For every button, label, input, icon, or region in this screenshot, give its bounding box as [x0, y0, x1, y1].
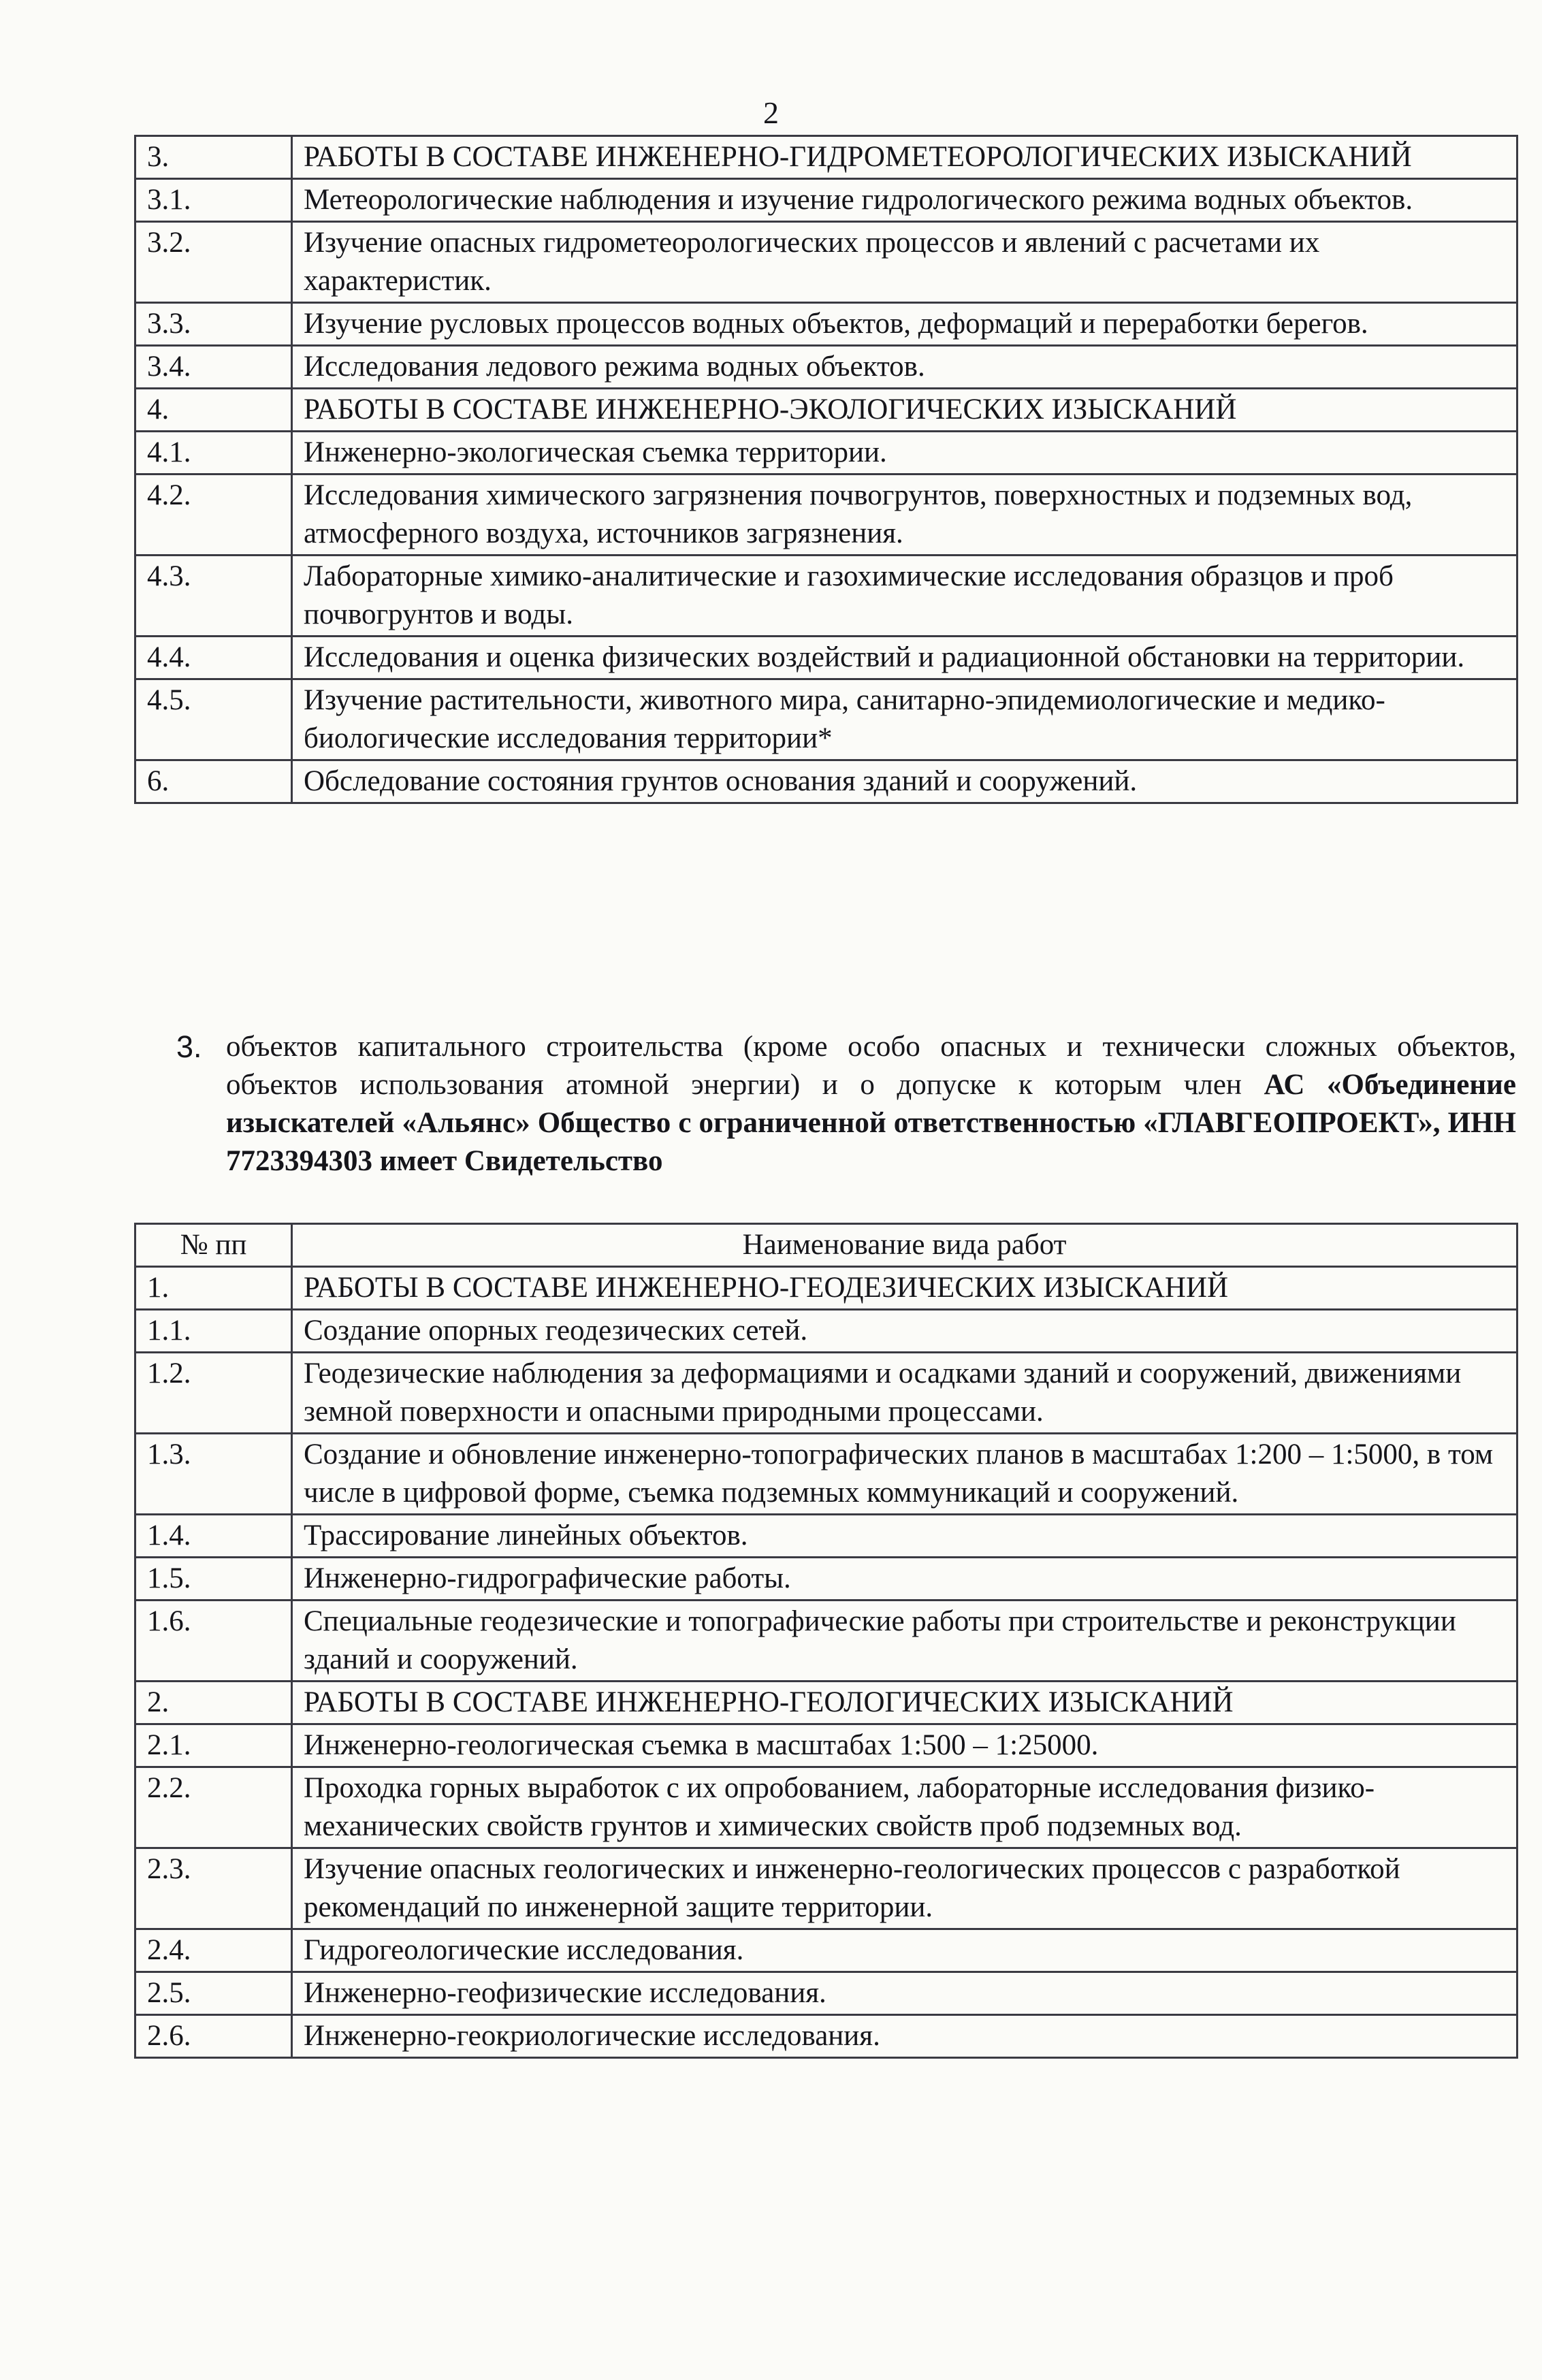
row-work-name: Инженерно-геологическая съемка в масштабах 1:500 – 1:25000. — [292, 1724, 1517, 1767]
table-row — [135, 679, 1517, 760]
row-work-name: Исследования химического загрязнения почвогрунтов, поверхностных и подземных вод, атмосферного воздуха, источников загрязнения. — [292, 475, 1517, 556]
row-number: 4.2. — [135, 475, 292, 556]
row-work-name: Лабораторные химико-аналитические и газохимические исследования образцов и проб почвогрунтов и воды. — [292, 556, 1517, 637]
table-row — [135, 389, 1517, 432]
clause-regular-text: объектов капитального строительства (кроме особо опасных и технически сложных объектов, объектов использования атомной энергии) и о допуске к которым член — [226, 1031, 1516, 1101]
row-work-name: Специальные геодезические и топографические работы при строительстве и реконструкции зданий и сооружений. — [292, 1601, 1517, 1682]
row-number: 3.3. — [135, 303, 292, 346]
row-number: 1.2. — [135, 1353, 292, 1434]
table-row — [135, 1682, 1517, 1724]
table-row — [135, 346, 1517, 389]
table-row — [135, 1353, 1517, 1434]
row-number: 1.1. — [135, 1310, 292, 1353]
row-work-name: РАБОТЫ В СОСТАВЕ ИНЖЕНЕРНО-ЭКОЛОГИЧЕСКИХ ИЗЫСКАНИЙ — [292, 389, 1517, 432]
row-number: 1. — [135, 1267, 292, 1310]
row-work-name: Метеорологические наблюдения и изучение гидрологического режима водных объектов. — [292, 179, 1517, 222]
row-number: 1.6. — [135, 1601, 292, 1682]
table-header — [135, 1224, 1517, 1267]
table-row — [135, 222, 1517, 303]
clause-text — [226, 1028, 1516, 1180]
table-row — [135, 556, 1517, 637]
row-number: 4.3. — [135, 556, 292, 637]
row-work-name: Исследования и оценка физических воздействий и радиационной обстановки на территории. — [292, 637, 1517, 679]
table-row — [135, 136, 1517, 179]
row-work-name: Проходка горных выработок с их опробованием, лабораторные исследования физико-механических свойств грунтов и химических свойств проб подземных вод. — [292, 1767, 1517, 1848]
row-number: 4.5. — [135, 679, 292, 760]
row-number: 2.6. — [135, 2015, 292, 2058]
row-number: 3.4. — [135, 346, 292, 389]
row-work-name: РАБОТЫ В СОСТАВЕ ИНЖЕНЕРНО-ГЕОЛОГИЧЕСКИХ ИЗЫСКАНИЙ — [292, 1682, 1517, 1724]
table-row — [135, 1724, 1517, 1767]
works-table-continued — [134, 135, 1518, 804]
table-row — [135, 1434, 1517, 1515]
row-work-name: Создание и обновление инженерно-топографических планов в масштабах 1:200 – 1:5000, в том числе в цифровой форме, съемка подземных коммуникаций и сооружений. — [292, 1434, 1517, 1515]
table-row — [135, 1515, 1517, 1558]
table-row — [135, 1767, 1517, 1848]
table-body — [135, 1267, 1517, 2058]
table-row — [135, 432, 1517, 475]
column-header-number: № пп — [135, 1224, 292, 1267]
table-row — [135, 1929, 1517, 1972]
row-number: 1.5. — [135, 1558, 292, 1601]
table-body — [135, 136, 1517, 803]
row-number: 6. — [135, 760, 292, 803]
row-work-name: Изучение русловых процессов водных объектов, деформаций и переработки берегов. — [292, 303, 1517, 346]
table-row — [135, 760, 1517, 803]
row-work-name: Изучение опасных геологических и инженерно-геологических процессов с разработкой рекомендаций по инженерной защите территории. — [292, 1848, 1517, 1929]
clause-paragraph — [134, 1028, 1516, 1180]
table-row — [135, 475, 1517, 556]
table-row — [135, 1310, 1517, 1353]
row-number: 4.4. — [135, 637, 292, 679]
row-number: 1.4. — [135, 1515, 292, 1558]
row-number: 4.1. — [135, 432, 292, 475]
row-number: 2.5. — [135, 1972, 292, 2015]
row-work-name: Изучение растительности, животного мира, санитарно-эпидемиологические и медико-биологические исследования территории* — [292, 679, 1517, 760]
column-header-work-name: Наименование вида работ — [292, 1224, 1517, 1267]
row-work-name: Инженерно-экологическая съемка территории. — [292, 432, 1517, 475]
row-number: 2.2. — [135, 1767, 292, 1848]
row-number: 3.2. — [135, 222, 292, 303]
row-work-name: Исследования ледового режима водных объектов. — [292, 346, 1517, 389]
clause-bold-text: АС «Объединение изыскателей «Альянс» Общество с ограниченной ответственностью «ГЛАВГЕОПРОЕКТ», ИНН 7723394303 имеет Свидетельство — [226, 1069, 1516, 1177]
row-number: 4. — [135, 389, 292, 432]
row-work-name: Создание опорных геодезических сетей. — [292, 1310, 1517, 1353]
row-work-name: Инженерно-гидрографические работы. — [292, 1558, 1517, 1601]
row-number: 3. — [135, 136, 292, 179]
row-work-name: Инженерно-геофизические исследования. — [292, 1972, 1517, 2015]
works-table — [134, 1223, 1518, 2059]
table-row — [135, 637, 1517, 679]
row-work-name: Геодезические наблюдения за деформациями и осадками зданий и сооружений, движениями земной поверхности и опасными природными процессами. — [292, 1353, 1517, 1434]
table-row — [135, 179, 1517, 222]
table-header-row — [135, 1224, 1517, 1267]
table-row — [135, 1267, 1517, 1310]
row-number: 2.1. — [135, 1724, 292, 1767]
page-number: 2 — [763, 95, 779, 130]
row-work-name: Гидрогеологические исследования. — [292, 1929, 1517, 1972]
clause-number: 3. — [176, 1029, 202, 1064]
row-work-name: Инженерно-геокриологические исследования. — [292, 2015, 1517, 2058]
table-row — [135, 1601, 1517, 1682]
row-number: 2.3. — [135, 1848, 292, 1929]
row-number: 2. — [135, 1682, 292, 1724]
row-work-name: РАБОТЫ В СОСТАВЕ ИНЖЕНЕРНО-ГИДРОМЕТЕОРОЛОГИЧЕСКИХ ИЗЫСКАНИЙ — [292, 136, 1517, 179]
table-row — [135, 1558, 1517, 1601]
row-number: 2.4. — [135, 1929, 292, 1972]
table-row — [135, 303, 1517, 346]
row-work-name: Обследование состояния грунтов основания зданий и сооружений. — [292, 760, 1517, 803]
row-work-name: РАБОТЫ В СОСТАВЕ ИНЖЕНЕРНО-ГЕОДЕЗИЧЕСКИХ ИЗЫСКАНИЙ — [292, 1267, 1517, 1310]
row-work-name: Изучение опасных гидрометеорологических процессов и явлений с расчетами их характеристик. — [292, 222, 1517, 303]
row-number: 3.1. — [135, 179, 292, 222]
table-row — [135, 2015, 1517, 2058]
row-work-name: Трассирование линейных объектов. — [292, 1515, 1517, 1558]
table-row — [135, 1972, 1517, 2015]
table-row — [135, 1848, 1517, 1929]
row-number: 1.3. — [135, 1434, 292, 1515]
